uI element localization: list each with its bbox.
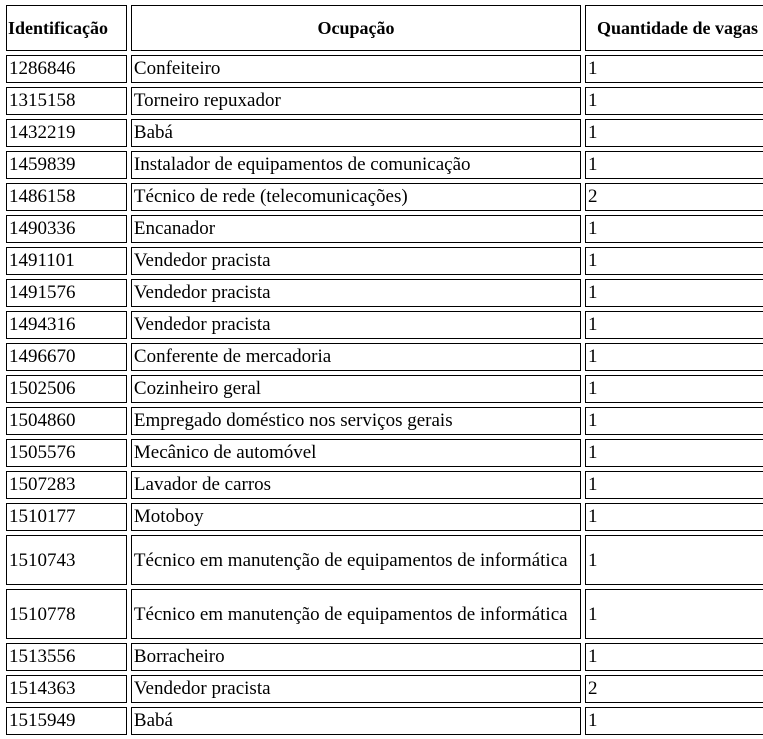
- header-ocupacao: Ocupação: [131, 5, 581, 51]
- cell-qty: 1: [585, 279, 763, 307]
- table-row: [6, 151, 763, 179]
- cell-id: 1459839: [6, 151, 127, 179]
- table-row: [6, 215, 763, 243]
- cell-qty: 1: [585, 343, 763, 371]
- table-row: [6, 119, 763, 147]
- cell-occupation: Empregado doméstico nos serviços gerais: [131, 407, 581, 435]
- cell-occupation: Borracheiro: [131, 643, 581, 671]
- table-row: [6, 675, 763, 703]
- cell-id: 1491576: [6, 279, 127, 307]
- cell-occupation: Vendedor pracista: [131, 675, 581, 703]
- cell-occupation: Motoboy: [131, 503, 581, 531]
- cell-id: 1490336: [6, 215, 127, 243]
- cell-occupation: Conferente de mercadoria: [131, 343, 581, 371]
- cell-id: 1505576: [6, 439, 127, 467]
- cell-occupation: Técnico em manutenção de equipamentos de informática: [131, 535, 581, 585]
- cell-occupation: Torneiro repuxador: [131, 87, 581, 115]
- cell-id: 1491101: [6, 247, 127, 275]
- cell-id: 1496670: [6, 343, 127, 371]
- cell-id: 1486158: [6, 183, 127, 211]
- table-row: [6, 535, 763, 585]
- cell-id: 1510743: [6, 535, 127, 585]
- cell-id: 1286846: [6, 55, 127, 83]
- cell-qty: 1: [585, 87, 763, 115]
- header-identificacao: Identificação: [6, 5, 127, 51]
- table-row: [6, 589, 763, 639]
- cell-qty: 2: [585, 183, 763, 211]
- cell-qty: 1: [585, 407, 763, 435]
- cell-occupation: Vendedor pracista: [131, 311, 581, 339]
- cell-qty: 1: [585, 151, 763, 179]
- cell-qty: 1: [585, 439, 763, 467]
- table-row: [6, 439, 763, 467]
- cell-qty: 1: [585, 247, 763, 275]
- table-row: [6, 183, 763, 211]
- cell-qty: 1: [585, 375, 763, 403]
- cell-occupation: Vendedor pracista: [131, 279, 581, 307]
- cell-occupation: Babá: [131, 707, 581, 735]
- cell-id: 1494316: [6, 311, 127, 339]
- table-row: [6, 375, 763, 403]
- cell-id: 1504860: [6, 407, 127, 435]
- cell-occupation: Técnico de rede (telecomunicações): [131, 183, 581, 211]
- cell-qty: 1: [585, 643, 763, 671]
- cell-qty: 2: [585, 675, 763, 703]
- cell-id: 1514363: [6, 675, 127, 703]
- cell-qty: 1: [585, 55, 763, 83]
- table-row: [6, 343, 763, 371]
- table-row: [6, 247, 763, 275]
- cell-qty: 1: [585, 119, 763, 147]
- cell-qty: 1: [585, 311, 763, 339]
- cell-occupation: Técnico em manutenção de equipamentos de informática: [131, 589, 581, 639]
- cell-qty: 1: [585, 535, 763, 585]
- table-row: [6, 471, 763, 499]
- cell-occupation: Lavador de carros: [131, 471, 581, 499]
- table-row: [6, 503, 763, 531]
- cell-occupation: Babá: [131, 119, 581, 147]
- table-row: [6, 407, 763, 435]
- table-row: [6, 643, 763, 671]
- cell-id: 1432219: [6, 119, 127, 147]
- table-row: [6, 87, 763, 115]
- cell-id: 1510778: [6, 589, 127, 639]
- cell-occupation: Mecânico de automóvel: [131, 439, 581, 467]
- cell-id: 1515949: [6, 707, 127, 735]
- cell-id: 1502506: [6, 375, 127, 403]
- header-quantidade: Quantidade de vagas: [585, 5, 763, 51]
- cell-qty: 1: [585, 589, 763, 639]
- table-row: [6, 279, 763, 307]
- cell-occupation: Confeiteiro: [131, 55, 581, 83]
- cell-id: 1507283: [6, 471, 127, 499]
- cell-qty: 1: [585, 503, 763, 531]
- cell-id: 1315158: [6, 87, 127, 115]
- cell-occupation: Vendedor pracista: [131, 247, 581, 275]
- header-row: [6, 5, 763, 51]
- cell-qty: 1: [585, 707, 763, 735]
- cell-occupation: Instalador de equipamentos de comunicação: [131, 151, 581, 179]
- cell-occupation: Cozinheiro geral: [131, 375, 581, 403]
- cell-qty: 1: [585, 471, 763, 499]
- cell-id: 1513556: [6, 643, 127, 671]
- cell-id: 1510177: [6, 503, 127, 531]
- cell-qty: 1: [585, 215, 763, 243]
- cell-occupation: Encanador: [131, 215, 581, 243]
- table-row: [6, 55, 763, 83]
- vacancies-table: [2, 1, 763, 739]
- table-row: [6, 311, 763, 339]
